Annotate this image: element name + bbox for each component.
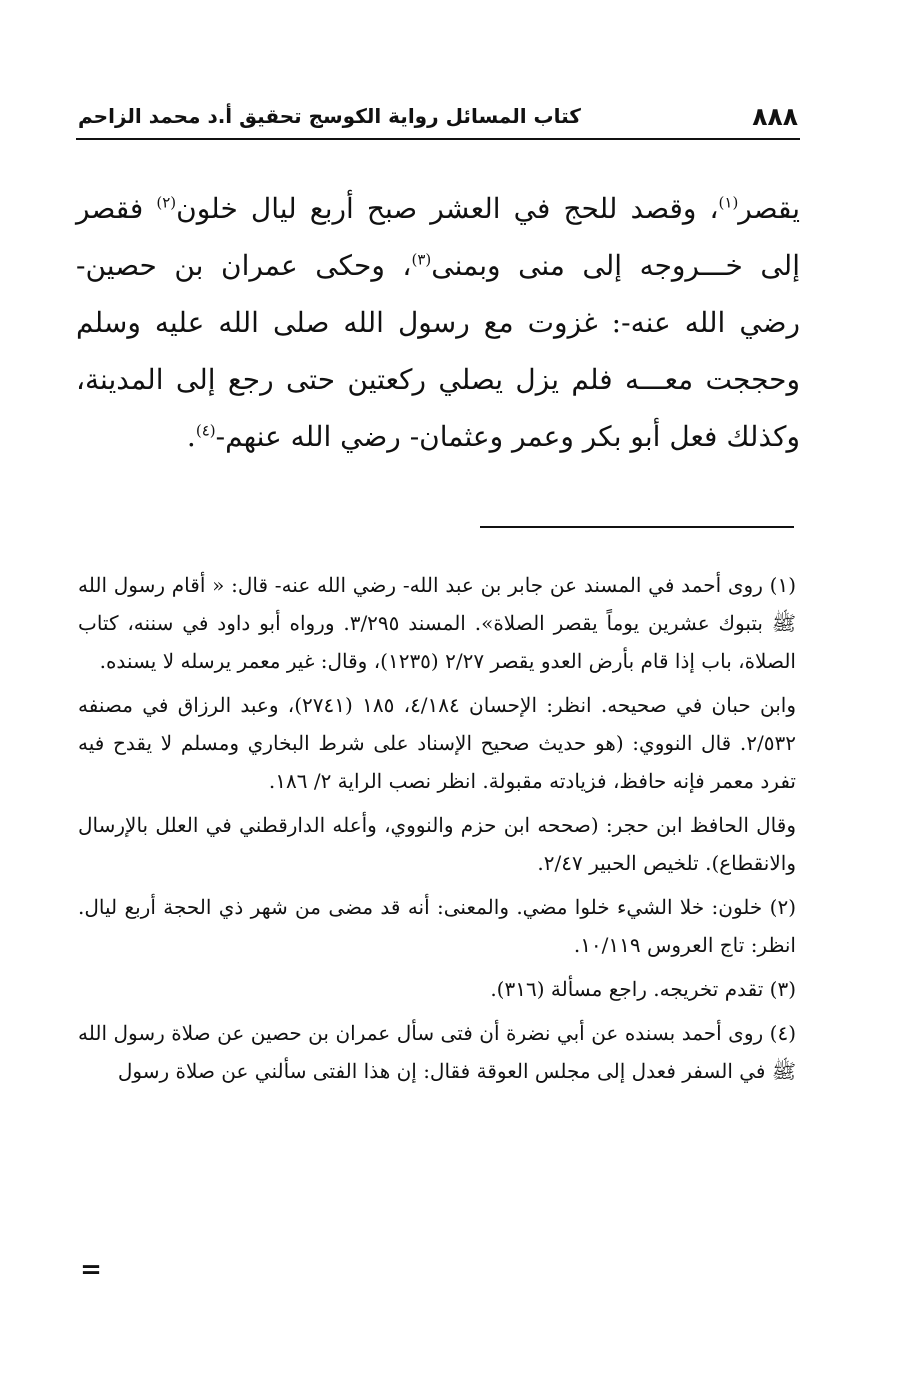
footnote-2: (٢) خلون: خلا الشيء خلوا مضي. والمعنى: أنه قد مضى من شهر ذي الحجة أربع ليال. انظر: تاج العروس ١٠/١١٩. xyxy=(78,895,796,957)
footnote-1-continuation: وقال الحافظ ابن حجر: (صححه ابن حزم والنووي، وأعله الدارقطني في العلل بالإرسال والانقطاع). تلخيص الحبير ٢/٤٧. xyxy=(78,813,796,875)
main-text xyxy=(76,180,800,465)
main-text-part: ، وقصد للحج في العشر صبح أربع ليال خلون xyxy=(176,192,719,225)
footnote-3: (٣) تقدم تخريجه. راجع مسألة (٣١٦). xyxy=(490,977,796,1001)
running-title: كتاب المسائل رواية الكوسج تحقيق أ.د محمد الزاحم xyxy=(78,104,581,128)
footnote-ref-4: (٤) xyxy=(195,421,216,440)
page-number: ٨٨٨ xyxy=(752,101,798,131)
main-text-part: يقصر xyxy=(738,192,800,225)
page-header xyxy=(78,96,798,136)
footnote-4: (٤) روى أحمد بسنده عن أبي نضرة أن فتى سأل عمران بن حصين عن صلاة رسول الله ﷺ في السفر فعدل إلى مجلس العوقة فقال: إن هذا الفتى سألني عن صلاة رسول xyxy=(78,1021,796,1083)
footnote-ref-2: (٢) xyxy=(156,193,177,212)
footnote-1-continuation: وابن حبان في صحيحه. انظر: الإحسان ٤/١٨٤، ١٨٥ (٢٧٤١)، وعبد الرزاق في مصنفه ٢/٥٣٢. قال النووي: (هو حديث صحيح الإسناد على شرط البخاري ومسلم لا يقدح فيه تفرد معمر فإنه حافظ، فزيادته مقبولة. انظر نصب الراية ٢/ ١٨٦. xyxy=(78,693,796,793)
footnotes xyxy=(78,566,796,1096)
footnote-ref-3: (٣) xyxy=(411,250,432,269)
footnote-separator xyxy=(480,526,794,528)
main-text-part: . xyxy=(186,420,196,453)
main-text-part: فقصر إلى خـــروجه إلى منى وبمنى xyxy=(76,192,800,282)
footnote-1: (١) روى أحمد في المسند عن جابر بن عبد الله- رضي الله عنه- قال: « أقام رسول الله ﷺ بتبوك عشرين يوماً يقصر الصلاة». المسند ٣/٢٩٥. ورواه أبو داود في سننه، كتاب الصلاة، باب إذا قام بأرض العدو يقصر ٢/٢٧ (١٢٣٥)، وقال: غير معمر يرسله لا يسنده. xyxy=(78,573,797,673)
main-text-part: ، وحكى عمران بن حصين- رضي الله عنه-: غزوت مع رسول الله صلى الله عليه وسلم وحججت معـــه فلم يزل يصلي ركعتين حتى رجع إلى المدينة، وكذلك فعل أبو بكر وعمر وعثمان- رضي الله عنهم- xyxy=(76,249,800,453)
continued-mark: = xyxy=(80,1255,102,1285)
header-rule xyxy=(76,138,800,140)
footnote-ref-1: (١) xyxy=(718,193,739,212)
